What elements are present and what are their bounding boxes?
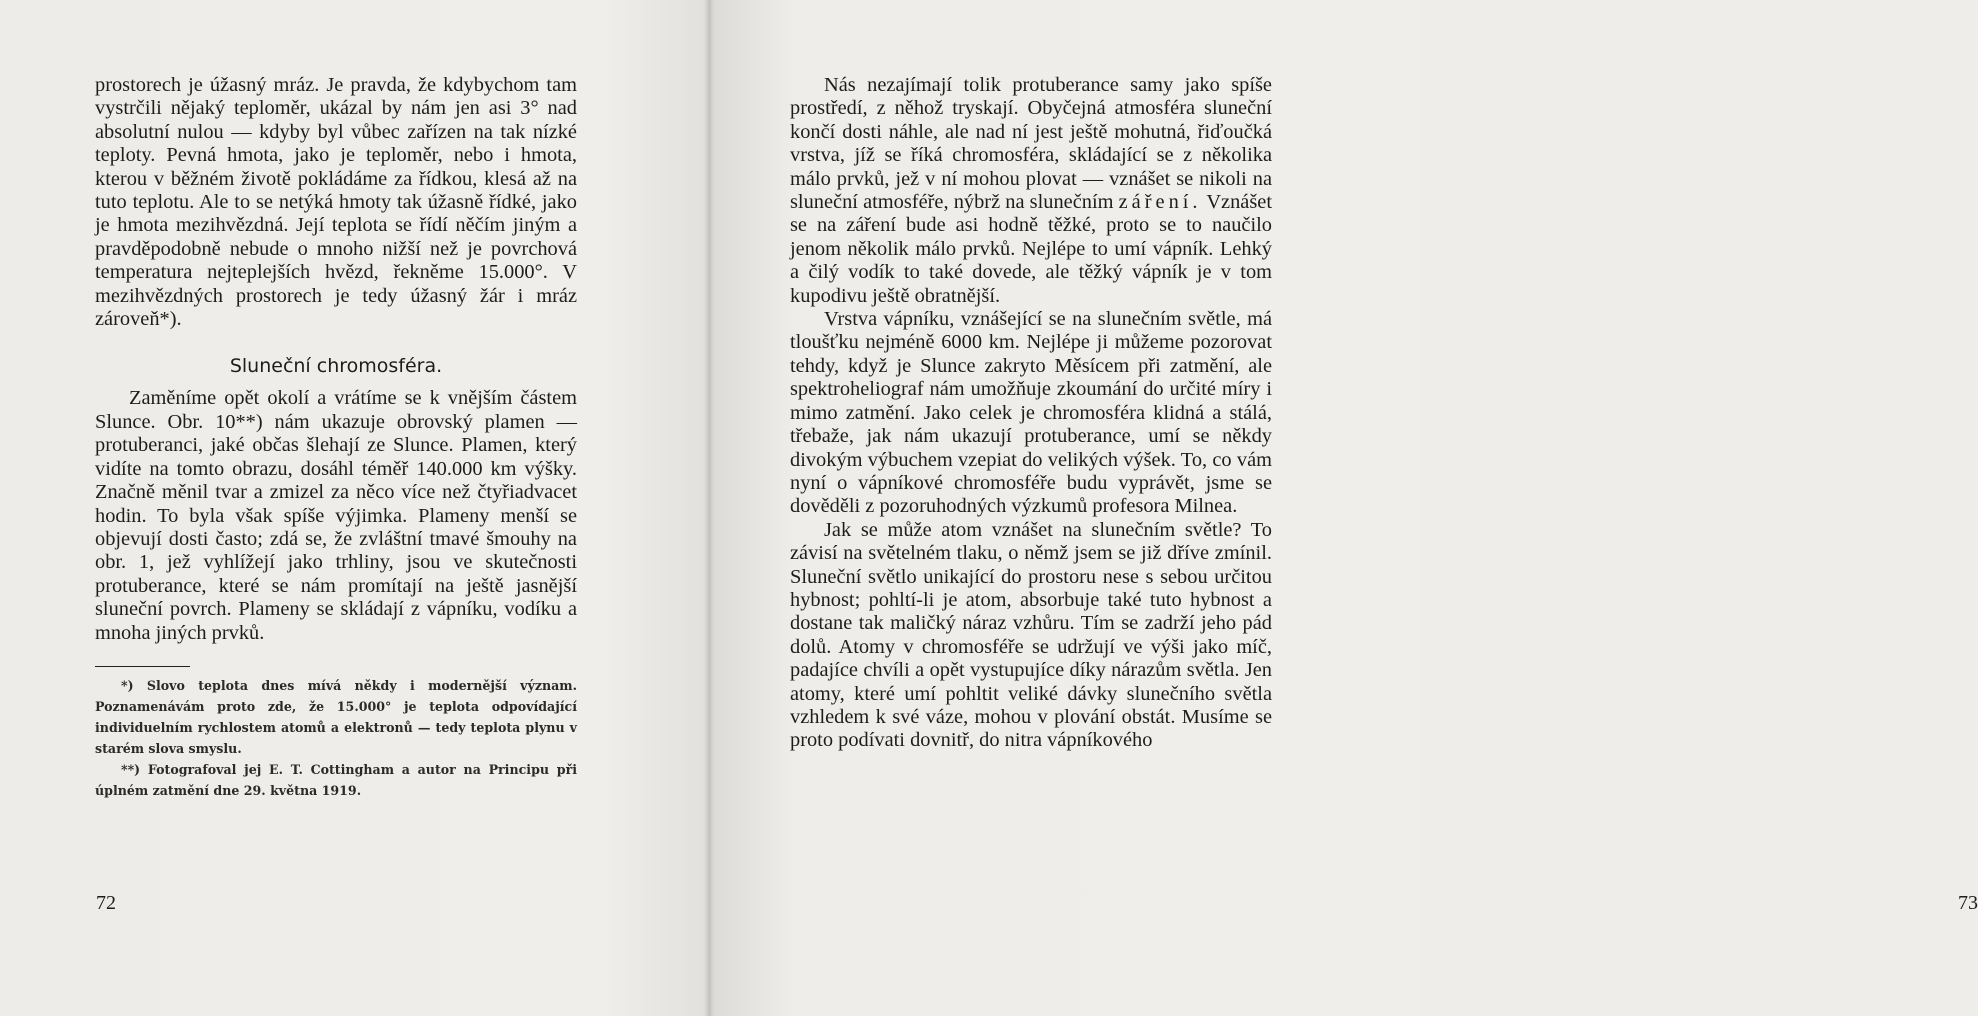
right-paragraph-3: Jak se může atom vznášet na slunečním světle? To závisí na světelném tlaku, o němž jsem se již dříve zmínil. Sluneční světlo unikající do prostoru nese s sebou určitou hybnost; pohltí-li je atom, absorbuje také tuto hybnost a dostane tak maličký náraz vzhůru. Tím se zadrží jeho pád dolů. Atomy v chromosféře se udržují ve výši jako míč, padajíce chvíli a opět vystupujíce díky nárazům světla. Jen atomy, které umí pohltit veliké dávky slunečního světla vzhledem k své váze, mohou v plování obstát. Musíme se proto podívati dovnitř, do nitra vápníkového [790, 518, 1272, 752]
left-paragraph-1: prostorech je úžasný mráz. Je pravda, že kdybychom tam vystrčili nějaký teploměr, ukázal by nám jen asi 3° nad absolutní nulou — kdyby byl vůbec zařízen na tak nízké teploty. Pevná hmota, jako je teploměr, nebo i hmota, kterou v běžném životě pokládáme za řídkou, klesá až na tuto teplotu. Ale to se netýká hmoty tak úžasně řídké, jako je hmota mezihvězdná. Její teplota se řídí něčím jiným a pravděpodobně nebude o mnoho nižší než je povrchová temperatura nejteplejších hvězd, řekněme 15.000°. V mezihvězdných prostorech je tedy úžasný žár i mráz zároveň*). [95, 74, 577, 331]
right-paragraph-1 [790, 74, 1272, 308]
right-paragraph-1-end: Vznášet se na záření bude asi hodně těžké, proto se to naučilo jenom několik málo prvků. Nejlépe to umí vápník. Lehký a čilý vodík to také dovede, ale těžký vápník je v tom kupodivu ještě obratnější. [790, 191, 1272, 307]
right-paragraph-1-start: Nás nezajímají tolik protuberance samy jako spíše prostředí, z něhož tryskají. Obyčejná atmosféra sluneční končí dosti náhle, ale nad ní jest ještě mohutná, řiďoučká vrstva, jíž se říká chromosféra, skládající se z několika málo prvků, jež v ní mohou plovat — vznášet se nikoli na sluneční atmosféře, nýbrž na slunečním [790, 74, 1272, 214]
section-heading: Sluneční chromosféra. [229, 355, 443, 378]
emphasized-word: záření. [1118, 191, 1202, 214]
book-gutter [704, 0, 714, 1016]
footnote-2: **) Fotografoval jej E. T. Cottingham a autor na Principu při úplném zatmění dne 29. května 1919. [95, 761, 577, 798]
left-paragraph-2: Zaměníme opět okolí a vrátíme se k vnějším částem Slunce. Obr. 10**) nám ukazuje obrovský plamen — protuberanci, jaké občas šlehají ze Slunce. Plamen, který vidíte na tomto obrazu, dosáhl téměř 140.000 km výšky. Značně měnil tvar a zmizel za něco více než čtyřiadvacet hodin. To byla však spíše výjimka. Plameny menší se objevují dosti často; zdá se, že zvláštní tmavé šmouhy na obr. 1, jež vyhlížejí jako trhliny, jsou ve skutečnosti protuberance, které se nám promítají na ještě jasnější sluneční povrch. Plameny se skládají z vápníku, vodíku a mnoha jiných prvků. [95, 387, 577, 644]
page-number-right: 73 [1958, 892, 1978, 914]
right-page-text [790, 74, 1272, 753]
footnote-1: *) Slovo teplota dnes mívá někdy i modernější význam. Poznamenávám proto zde, že 15.000° je teplota odpovídající individuelním rychlostem atomů a elektronů — tedy teplota plynu v starém slova smyslu. [95, 677, 577, 756]
page-number-left: 72 [96, 892, 116, 914]
right-paragraph-2: Vrstva vápníku, vznášející se na slunečním světle, má tloušťku nejméně 6000 km. Nejlépe ji můžeme pozorovat tehdy, když je Slunce zakryto Měsícem při zatmění, ale spektroheliograf nám umožňuje zkoumání do určité míry i mimo zatmění. Jako celek je chromosféra klidná a stálá, třebaže, jak nám ukazují protuberance, umí se někdy divokým výbuchem vzepiat do velikých výšek. To, co vám nyní o vápníkové chromosféře budu vyprávět, jsme se dověděli z pozoruhodných výzkumů profesora Milnea. [790, 308, 1272, 518]
left-page [0, 0, 709, 1016]
left-page-text [95, 74, 577, 801]
footnote-divider [95, 666, 190, 667]
